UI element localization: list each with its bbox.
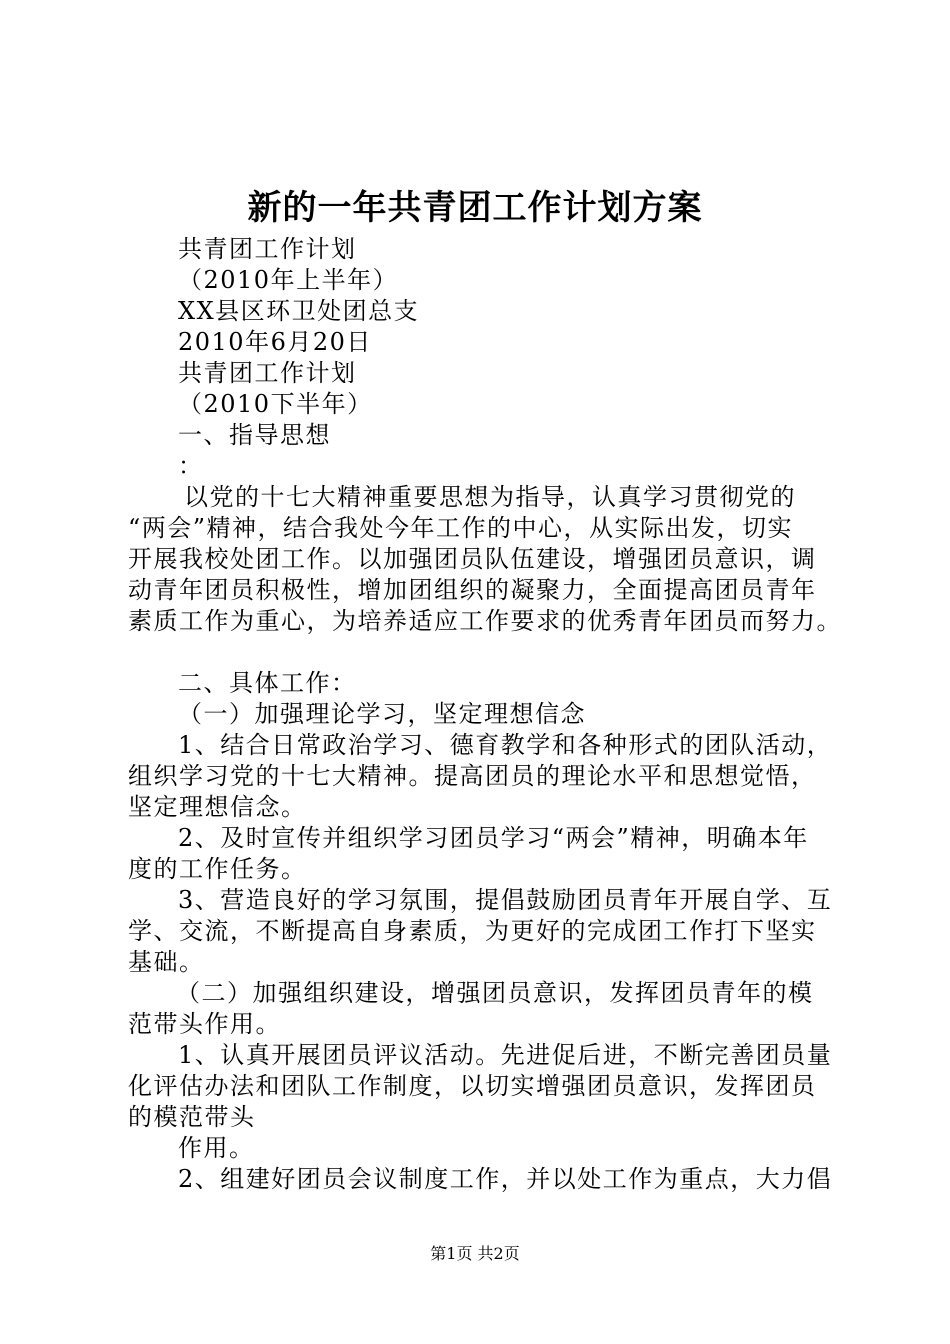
paragraph-line: 开展我校处团工作。以加强团员队伍建设，增强团员意识，调 [128,545,817,573]
paragraph-line: 3、营造良好的学习氛围，提倡鼓励团员青年开展自学、互 [178,886,833,914]
paragraph-line: 以党的十七大精神重要思想为指导，认真学习贯彻党的 [184,483,796,511]
text-line: 共青团工作计划 [178,359,357,387]
text-line: （2010年上半年） [178,266,399,294]
section-heading: 一、指导思想 [178,421,331,449]
page-footer: 第1页 共2页 [430,1244,520,1263]
subsection-heading: （二）加强组织建设，增强团员意识，发挥团员青年的模 [176,979,814,1007]
paragraph-line: 动青年团员积极性，增加团组织的凝聚力，全面提高团员青年 [128,576,817,604]
text-line: ： [178,452,204,480]
text-line: 共青团工作计划 [178,235,357,263]
subsection-heading: （一）加强理论学习，坚定理想信念 [178,700,586,728]
paragraph-line: 2、组建好团员会议制度工作，并以处工作为重点，大力倡 [178,1165,833,1193]
paragraph-line: 素质工作为重心，为培养适应工作要求的优秀青年团员而努力。 [128,607,842,635]
paragraph-line: 1、认真开展团员评议活动。先进促后进，不断完善团员量 [178,1041,833,1069]
paragraph-line: 组织学习党的十七大精神。提高团员的理论水平和思想觉悟， [128,762,817,790]
paragraph-line: 作用。 [178,1134,255,1162]
text-line: XX县区环卫处团总支 [178,297,420,325]
paragraph-line: 范带头作用。 [128,1010,281,1038]
document-title: 新的一年共青团工作计划方案 [247,188,703,228]
paragraph-line: 度的工作任务。 [128,855,307,883]
text-line: （2010下半年） [178,390,373,418]
section-heading: 二、具体工作： [178,669,357,697]
document-body [128,234,848,1195]
paragraph-line: 1、结合日常政治学习、德育教学和各种形式的团队活动， [178,731,833,759]
text-line: 2010年6月20日 [178,328,372,356]
paragraph-line: 化评估办法和团队工作制度，以切实增强团员意识，发挥团员 [128,1072,817,1100]
paragraph-line: 的模范带头 [128,1103,256,1131]
paragraph-line: “两会”精神，结合我处今年工作的中心，从实际出发，切实 [128,514,794,542]
paragraph-line: 坚定理想信念。 [128,793,307,821]
paragraph-line: 基础。 [128,948,205,976]
paragraph-line: 2、及时宣传并组织学习团员学习“两会”精神，明确本年 [178,824,809,852]
paragraph-line: 学、交流，不断提高自身素质，为更好的完成团工作打下坚实 [128,917,817,945]
